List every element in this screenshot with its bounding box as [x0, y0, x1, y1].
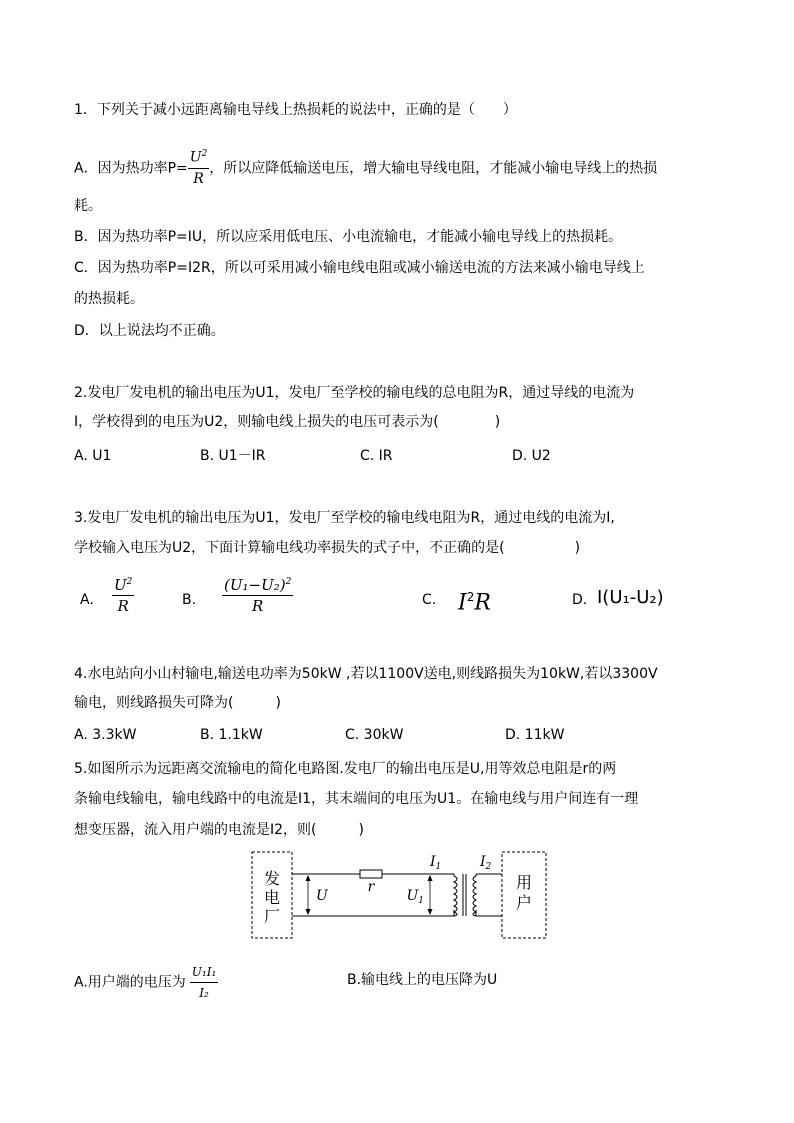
u1-arrow-bottom [428, 909, 433, 915]
q5-stem-line2: 条输电线输电，输电线路中的电流是I1，其末端间的电压为U1。在输电线与用户间连有一理 [74, 791, 639, 807]
q4-option-d: D. 11kW [505, 727, 565, 743]
q2-option-a: A. U1 [74, 448, 112, 464]
q2-stem-line1: 2.发电厂发电机的输出电压为U1，发电厂至学校的输电线的总电阻为R，通过导线的电流为 [74, 385, 635, 401]
q3-option-b-fraction: $\frac{(U_1-U_2)^2}{R}$ [224, 576, 292, 615]
q4-option-a: A. 3.3kW [74, 727, 137, 743]
q4-option-b: B. 1.1kW [200, 727, 263, 743]
q3-option-b-label: B. [182, 592, 197, 608]
u-arrow-top [306, 875, 311, 881]
label-u: U [316, 888, 328, 904]
q3-option-a-label: A. [80, 592, 94, 608]
plant-char-1: 发 [263, 869, 281, 888]
q1-option-a-cont: 耗。 [74, 198, 102, 214]
q1-option-c: C．因为热功率P=I2R，所以可采用减小输电线电阻或减小输送电流的方法来减小输电导线上 [74, 260, 645, 276]
q3-stem-line1: 3.发电厂发电机的输出电压为U1，发电厂至学校的输电线电阻为R，通过电线的电流为I, [74, 510, 615, 526]
q3-stem-line2: 学校输入电压为U2，下面计算输电线功率损失的式子中，不正确的是( ) [74, 540, 581, 556]
q1-option-c-cont: 的热损耗。 [74, 291, 144, 307]
q5-a-fraction: $\frac{\text{U₁I₁}}{\text{I₂}}$ [191, 965, 217, 1000]
user-char-2: 户 [515, 893, 533, 912]
resistor-r [360, 870, 382, 878]
q5-stem-line1: 5.如图所示为远距离交流输电的简化电路图.发电厂的输出电压是U,用等效总电阻是r的两 [74, 761, 617, 777]
q3-option-a-fraction: $\frac{U^2}{R}$ [114, 576, 133, 615]
q1-option-b: B．因为热功率P=IU，所以应采用低电压、小电流输电，才能减小输电导线上的热损耗。 [74, 229, 623, 245]
q1-a-prefix: A．因为热功率P= [74, 160, 188, 177]
q5-a-prefix: A.用户端的电压为 [74, 974, 186, 991]
q2-option-d: D. U2 [512, 448, 551, 464]
q1-a-fraction: $\frac{U^2}{R}$ [189, 149, 208, 187]
q4-stem-line1: 4.水电站向小山村输电,输送电功率为50kW ,若以1100V送电,则线路损失为10kW,若以3300V [74, 666, 658, 682]
q1-stem: 1．下列关于减小远距离输电导线上热损耗的说法中，正确的是（ ） [74, 102, 517, 118]
q4-stem-line2: 输电，则线路损失可降为( ) [74, 695, 281, 711]
q3-option-c-expr: $I^2R$ [458, 590, 491, 616]
plant-char-2: 电 [263, 888, 281, 907]
q5-stem-line3: 想变压器，流入用户端的电流是I2，则( ) [74, 822, 364, 838]
q2-stem-line2: I，学校得到的电压为U2，则输电线上损失的电压可表示为( ) [74, 414, 501, 430]
u-arrow-bottom [306, 909, 311, 915]
q3-option-d-label: D. [572, 592, 588, 608]
q1-option-d: D．以上说法均不正确。 [74, 323, 225, 339]
label-i1: $I_1$ [430, 854, 442, 872]
q2-option-c: C. IR [360, 448, 393, 464]
u1-arrow-top [428, 875, 433, 881]
circuit-diagram [240, 846, 550, 946]
q3-option-d-expr: I(U₁-U₂) [597, 587, 664, 608]
q5-option-a [74, 962, 218, 1003]
q1-a-suffix: ，所以应降低输送电压，增大输电导线电阻，才能减小输电导线上的热损 [209, 160, 658, 177]
q3-option-c-label: C. [422, 592, 437, 608]
label-u1: $U_1$ [406, 888, 424, 906]
label-i2: $I_2$ [480, 854, 492, 872]
q1-option-a [74, 146, 657, 191]
q2-option-b: B. U1－IR [200, 448, 266, 464]
plant-char-3: 厂 [263, 907, 281, 926]
label-r: r [367, 879, 375, 895]
user-char-1: 用 [515, 873, 533, 892]
q5-option-b: B.输电线上的电压降为U [347, 972, 498, 988]
q4-option-c: C. 30kW [345, 727, 404, 743]
